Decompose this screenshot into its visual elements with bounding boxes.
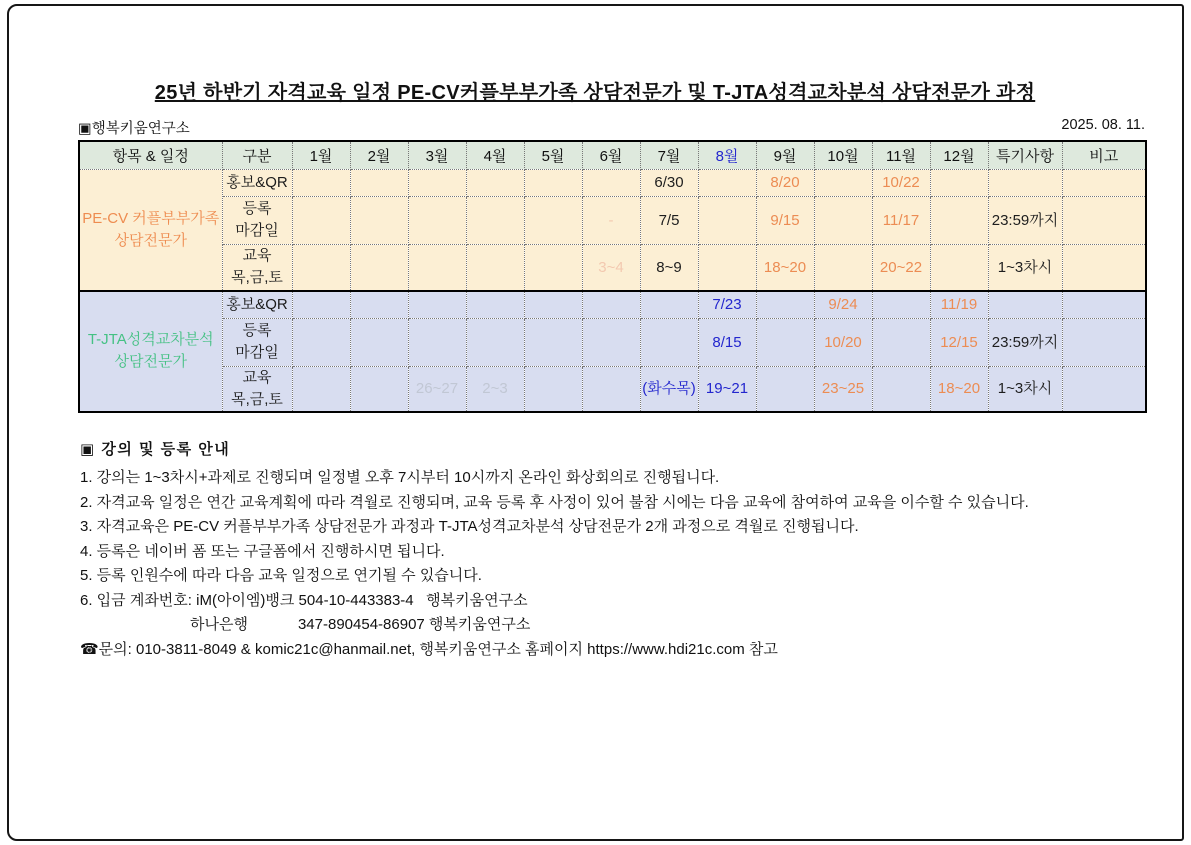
notes-lines [80, 470, 1170, 658]
col-header-m6: 6월 [582, 141, 640, 169]
cell-pecv-1-special [988, 169, 1062, 196]
col-header-remark: 비고 [1062, 141, 1146, 169]
cell-tjta-3-m10: 23~25 [814, 366, 872, 412]
col-header-m1: 1월 [292, 141, 350, 169]
note-line-6: 6. 입금 계좌번호: iM(아이엠)뱅크 504-10-443383-4 행복키움연구소 [80, 591, 528, 609]
cell-tjta-2-m7 [640, 318, 698, 366]
subheader [78, 117, 1145, 138]
cell-tjta-1-m1 [292, 291, 350, 318]
cell-pecv-3-m2 [350, 244, 408, 291]
col-header-special: 특기사항 [988, 141, 1062, 169]
cell-tjta-2-special: 23:59까지 [988, 318, 1062, 366]
document-date: 2025. 08. 11. [1061, 117, 1145, 133]
cell-tjta-1-m5 [524, 291, 582, 318]
note-line-1: 1. 강의는 1~3차시+과제로 진행되며 일정별 오후 7시부터 10시까지 온라인 화상회의로 진행됩니다. [80, 469, 720, 486]
col-header-m4: 4월 [466, 141, 524, 169]
cell-pecv-2-m3 [408, 196, 466, 244]
cell-tjta-3-m6 [582, 366, 640, 412]
cell-tjta-3-m4: 2~3 [466, 366, 524, 412]
group-label-pecv: PE-CV 커플부부가족 상담전문가 [79, 169, 222, 291]
cell-pecv-2-m10 [814, 196, 872, 244]
cell-pecv-1-m1 [292, 169, 350, 196]
cell-pecv-3-m3 [408, 244, 466, 291]
cell-pecv-3-m7: 8~9 [640, 244, 698, 291]
cell-tjta-1-m3 [408, 291, 466, 318]
cell-tjta-2-m6 [582, 318, 640, 366]
cell-tjta-1-m4 [466, 291, 524, 318]
cell-pecv-1-remark [1062, 169, 1146, 196]
cell-pecv-3-m9: 18~20 [756, 244, 814, 291]
notes-section [80, 438, 1170, 666]
col-header-m3: 3월 [408, 141, 466, 169]
col-header-m11: 11월 [872, 141, 930, 169]
col-header-gubun: 구분 [222, 141, 292, 169]
cell-pecv-1-m8 [698, 169, 756, 196]
cell-tjta-3-special: 1~3차시 [988, 366, 1062, 412]
cell-pecv-1-m7: 6/30 [640, 169, 698, 196]
schedule-table-body [79, 169, 1146, 412]
cell-pecv-2-m1 [292, 196, 350, 244]
col-header-m5: 5월 [524, 141, 582, 169]
cell-pecv-1-m2 [350, 169, 408, 196]
document-title: 25년 하반기 자격교육 일정 PE-CV커플부부가족 상담전문가 및 T-JTA성격교차분석 상담전문가 과정 [154, 82, 1036, 104]
note-line-4: 4. 등록은 네이버 폼 또는 구글폼에서 진행하시면 됩니다. [80, 542, 445, 560]
note-line-8: ☎문의: 010-3811-8049 & komic21c@hanmail.net, 행복키움연구소 홈페이지 https://www.hdi21c.com 참고 [80, 640, 778, 658]
cell-tjta-2-m1 [292, 318, 350, 366]
cell-pecv-2-m6: - [582, 196, 640, 244]
schedule-table-header [79, 141, 1146, 169]
cell-pecv-2-m11: 11/17 [872, 196, 930, 244]
cell-tjta-2-m12: 12/15 [930, 318, 988, 366]
cell-pecv-2-m5 [524, 196, 582, 244]
cell-tjta-1-m12: 11/19 [930, 291, 988, 318]
note-line-3: 3. 자격교육은 PE-CV 커플부부가족 상담전문가 과정과 T-JTA성격교차분석 상담전문가 2개 과정으로 격월로 진행됩니다. [80, 518, 859, 535]
cell-pecv-3-m10 [814, 244, 872, 291]
cell-tjta-2-m4 [466, 318, 524, 366]
cell-tjta-1-m6 [582, 291, 640, 318]
cell-pecv-3-m12 [930, 244, 988, 291]
row-category-tjta-2: 등록 마감일 [222, 318, 292, 366]
cell-tjta-1-m2 [350, 291, 408, 318]
cell-pecv-2-remark [1062, 196, 1146, 244]
cell-pecv-1-m11: 10/22 [872, 169, 930, 196]
col-header-m7: 7월 [640, 141, 698, 169]
cell-pecv-2-m12 [930, 196, 988, 244]
col-header-m10: 10월 [814, 141, 872, 169]
cell-pecv-3-m5 [524, 244, 582, 291]
cell-tjta-2-remark [1062, 318, 1146, 366]
col-header-item: 항목 & 일정 [79, 141, 222, 169]
row-category-pecv-1: 홍보&QR [222, 169, 292, 196]
cell-pecv-2-m7: 7/5 [640, 196, 698, 244]
cell-pecv-1-m4 [466, 169, 524, 196]
cell-tjta-1-m9 [756, 291, 814, 318]
col-header-m9: 9월 [756, 141, 814, 169]
cell-tjta-2-m11 [872, 318, 930, 366]
col-header-m8: 8월 [698, 141, 756, 169]
cell-tjta-3-m1 [292, 366, 350, 412]
cell-tjta-1-m8: 7/23 [698, 291, 756, 318]
cell-tjta-2-m2 [350, 318, 408, 366]
cell-pecv-1-m5 [524, 169, 582, 196]
cell-tjta-3-m5 [524, 366, 582, 412]
org-label: ▣행복키움연구소 [78, 121, 190, 137]
cell-tjta-1-m10: 9/24 [814, 291, 872, 318]
col-header-m12: 12월 [930, 141, 988, 169]
cell-pecv-3-special: 1~3차시 [988, 244, 1062, 291]
cell-pecv-3-m8 [698, 244, 756, 291]
note-line-5: 5. 등록 인원수에 따라 다음 교육 일정으로 연기될 수 있습니다. [80, 567, 482, 584]
cell-pecv-1-m3 [408, 169, 466, 196]
col-header-m2: 2월 [350, 141, 408, 169]
note-line-7: 하나은행 347-890454-86907 행복키움연구소 [190, 616, 531, 633]
group-label-tjta: T-JTA성격교차분석 상담전문가 [79, 291, 222, 412]
cell-tjta-3-remark [1062, 366, 1146, 412]
cell-tjta-2-m5 [524, 318, 582, 366]
cell-tjta-3-m8: 19~21 [698, 366, 756, 412]
cell-pecv-1-m6 [582, 169, 640, 196]
cell-pecv-1-m10 [814, 169, 872, 196]
cell-pecv-2-special: 23:59까지 [988, 196, 1062, 244]
cell-tjta-3-m9 [756, 366, 814, 412]
cell-tjta-2-m9 [756, 318, 814, 366]
cell-pecv-3-m4 [466, 244, 524, 291]
row-category-pecv-2: 등록 마감일 [222, 196, 292, 244]
cell-pecv-2-m8 [698, 196, 756, 244]
cell-tjta-2-m3 [408, 318, 466, 366]
note-line-2: 2. 자격교육 일정은 연간 교육계획에 따라 격월로 진행되며, 교육 등록 후 사정이 있어 불참 시에는 다음 교육에 참여하여 교육을 이수할 수 있습니다. [80, 493, 1029, 511]
header-row [79, 141, 1146, 169]
cell-tjta-1-special [988, 291, 1062, 318]
schedule-table [78, 140, 1147, 413]
cell-pecv-2-m9: 9/15 [756, 196, 814, 244]
cell-tjta-2-m10: 10/20 [814, 318, 872, 366]
row-category-tjta-1: 홍보&QR [222, 291, 292, 318]
row-category-pecv-3: 교육 목,금,토 [222, 244, 292, 291]
cell-tjta-2-m8: 8/15 [698, 318, 756, 366]
cell-pecv-3-m6: 3~4 [582, 244, 640, 291]
cell-tjta-3-m7: (화수목) [640, 366, 698, 412]
cell-pecv-3-m1 [292, 244, 350, 291]
notes-title: ▣ 강의 및 등록 안내 [80, 441, 231, 458]
cell-pecv-3-remark [1062, 244, 1146, 291]
cell-tjta-1-remark [1062, 291, 1146, 318]
row-category-tjta-3: 교육 목,금,토 [222, 366, 292, 412]
cell-tjta-1-m7 [640, 291, 698, 318]
cell-tjta-3-m12: 18~20 [930, 366, 988, 412]
cell-pecv-1-m12 [930, 169, 988, 196]
cell-pecv-2-m2 [350, 196, 408, 244]
cell-tjta-1-m11 [872, 291, 930, 318]
cell-tjta-3-m11 [872, 366, 930, 412]
cell-pecv-3-m11: 20~22 [872, 244, 930, 291]
cell-tjta-3-m2 [350, 366, 408, 412]
cell-pecv-2-m4 [466, 196, 524, 244]
cell-pecv-1-m9: 8/20 [756, 169, 814, 196]
cell-tjta-3-m3: 26~27 [408, 366, 466, 412]
